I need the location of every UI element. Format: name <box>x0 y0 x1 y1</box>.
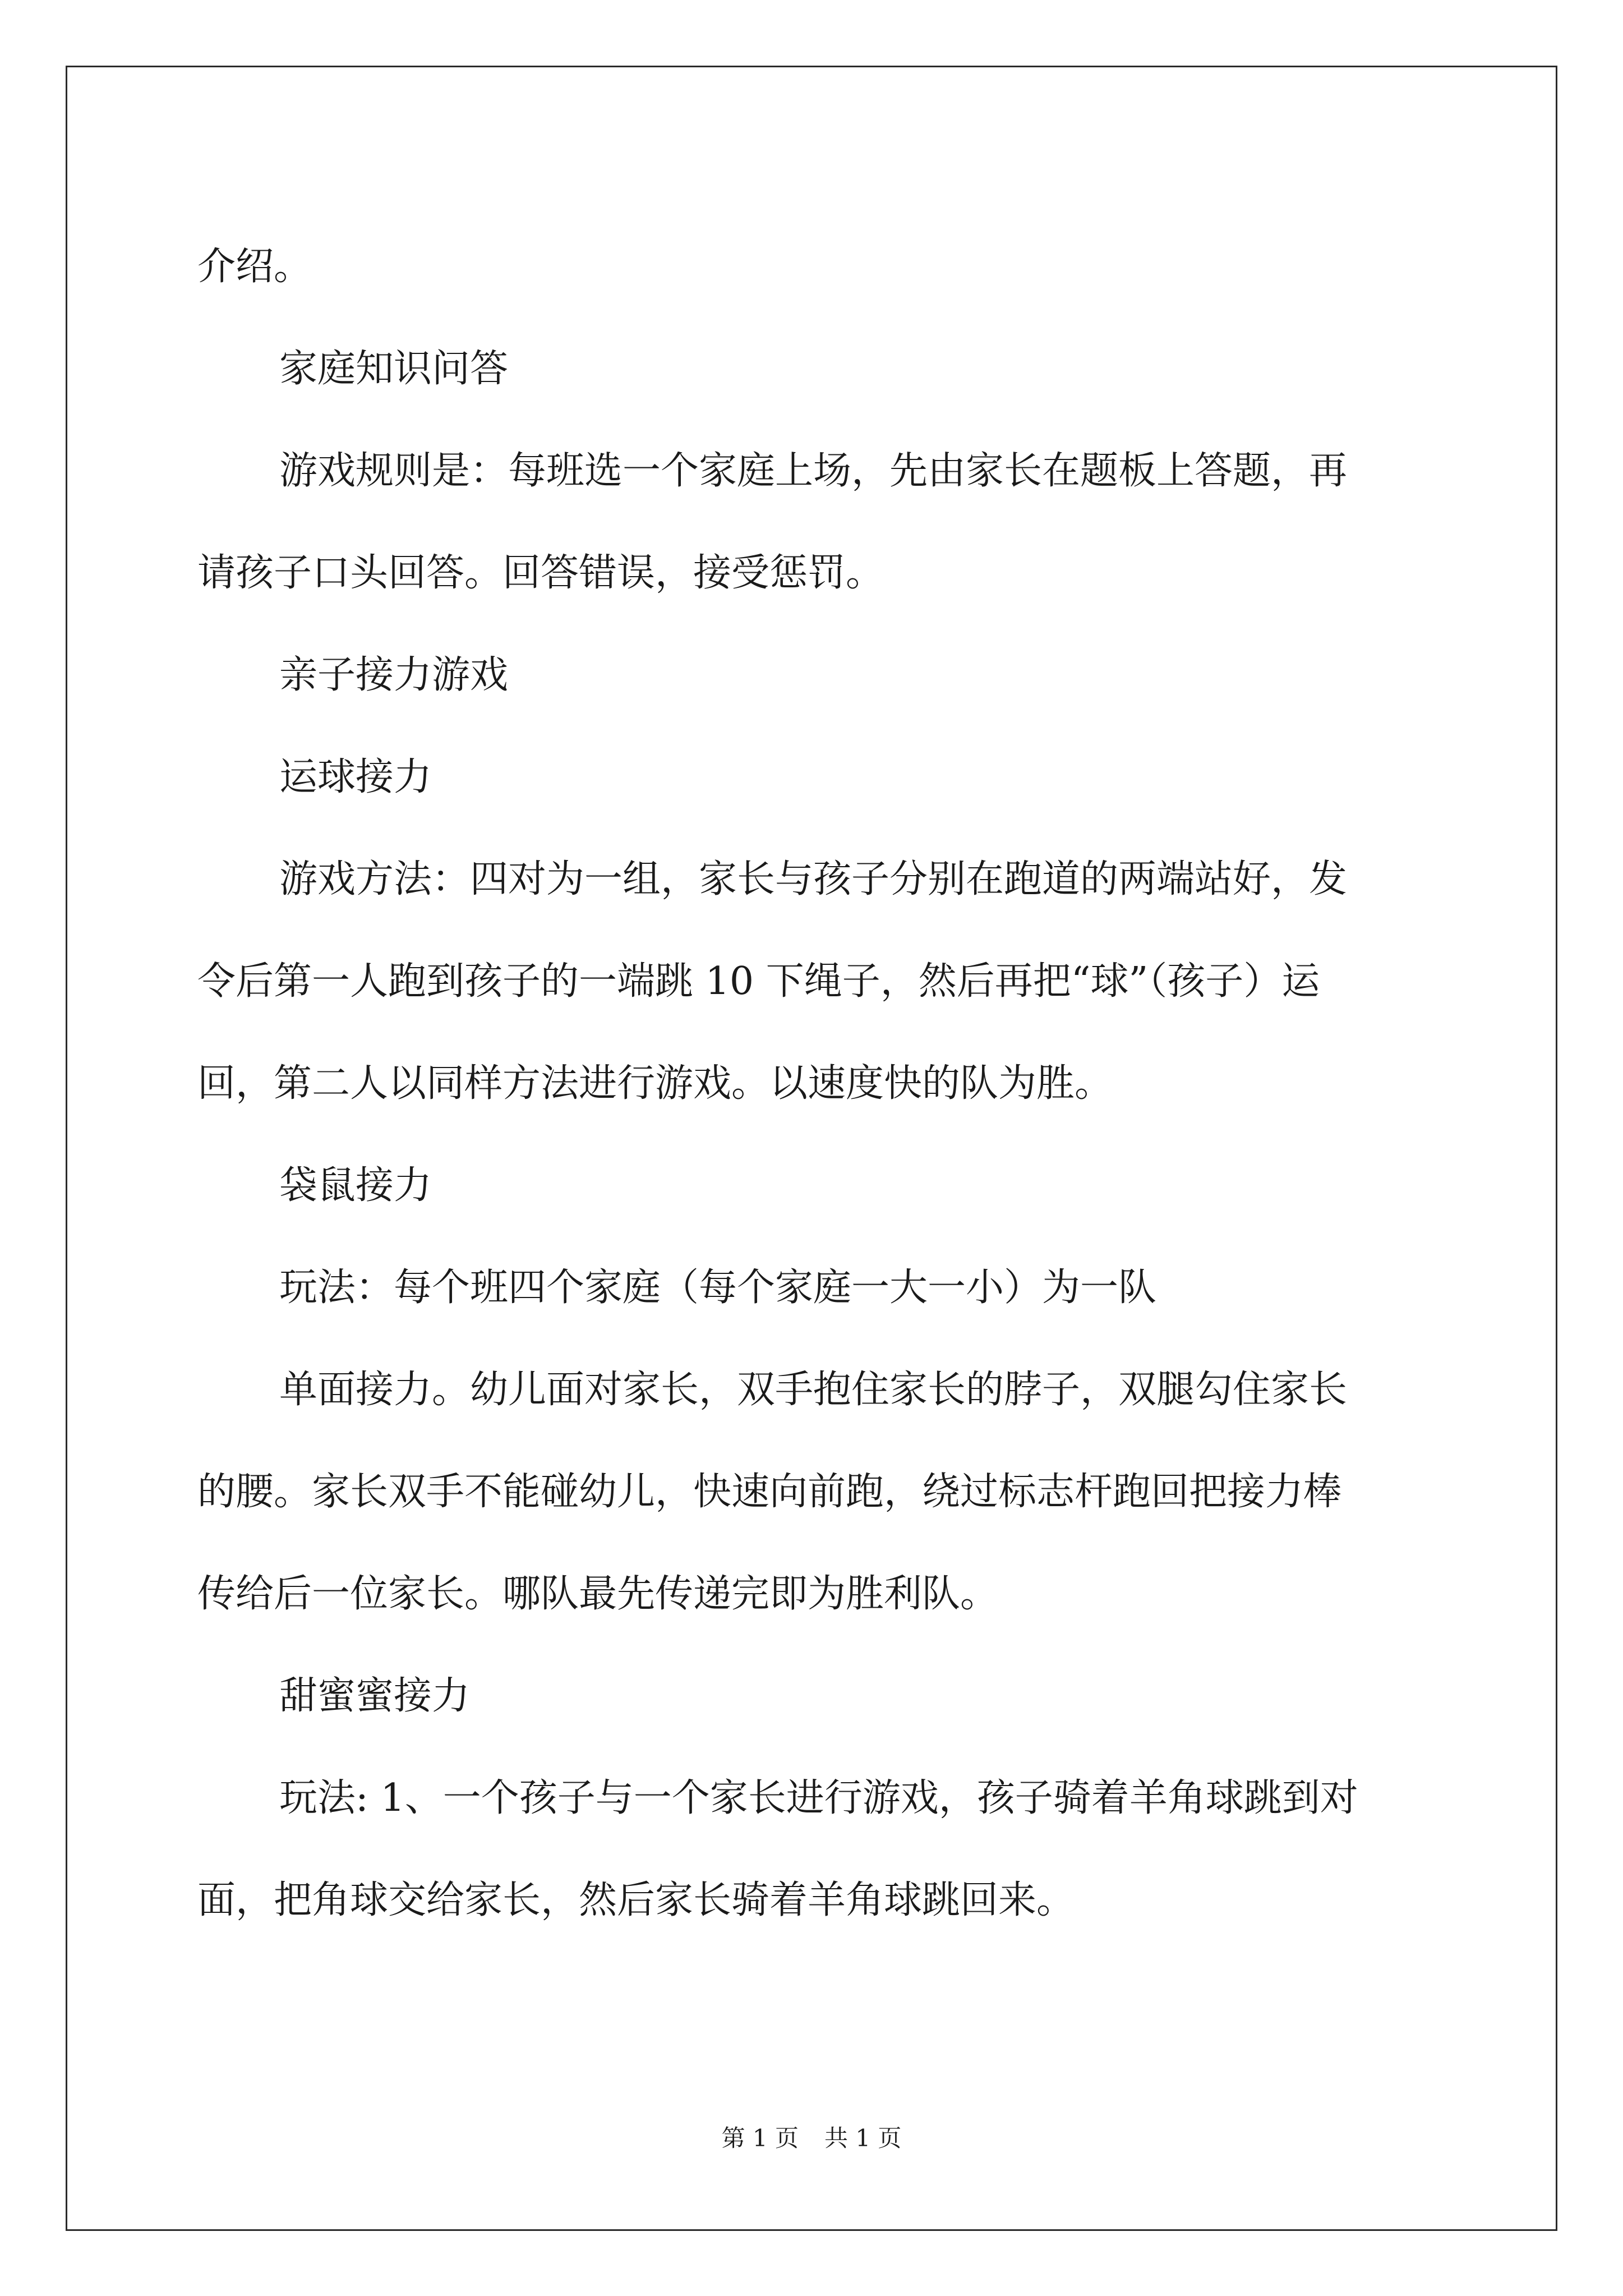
section-heading-family-quiz <box>197 318 1431 420</box>
paragraph <box>197 420 1431 624</box>
page-footer <box>0 2122 1623 2155</box>
text-line: 甜蜜蜜接力 <box>279 1674 471 1718</box>
paragraph <box>197 1339 1431 1645</box>
text-line: 单面接力。幼儿面对家长，双手抱住家长的脖子，双腿勾住家长 <box>279 1368 1348 1412</box>
text-line: 传给后一位家长。哪队最先传递完即为胜利队。 <box>197 1572 999 1616</box>
text-line: 游戏方法：四对为一组，家长与孩子分别在跑道的两端站好，发 <box>279 857 1348 901</box>
text-line: 玩法：每个班四个家庭（每个家庭一大一小）为一队 <box>279 1266 1157 1310</box>
paragraph <box>197 1747 1431 1952</box>
page-total: 共 1 页 <box>824 2124 902 2152</box>
text-line: 玩法: 1、一个孩子与一个家长进行游戏，孩子骑着羊角球跳到对 <box>279 1776 1358 1820</box>
paragraph <box>197 829 1431 1135</box>
text-line: 回，第二人以同样方法进行游戏。以速度快的队为胜。 <box>197 1061 1113 1106</box>
text-line: 的腰。家长双手不能碰幼儿，快速向前跑，绕过标志杆跑回把接力棒 <box>197 1470 1342 1514</box>
text-line: 请孩子口头回答。回答错误，接受惩罚。 <box>197 551 884 595</box>
text-line: 介绍。 <box>197 245 312 289</box>
text-line: 家庭知识问答 <box>279 347 509 391</box>
text-line: 面，把角球交给家长，然后家长骑着羊角球跳回来。 <box>197 1878 1075 1922</box>
text-line: 亲子接力游戏 <box>279 653 509 697</box>
text-line: 游戏规则是：每班选一个家庭上场，先由家长在题板上答题，再 <box>279 449 1348 493</box>
section-heading-sweet-relay <box>197 1645 1431 1747</box>
paragraph <box>197 1237 1431 1339</box>
section-heading-ball-relay <box>197 726 1431 829</box>
paragraph <box>197 216 1431 318</box>
section-heading-kangaroo-relay <box>197 1135 1431 1237</box>
text-line: 运球接力 <box>279 755 432 799</box>
section-heading-relay-games <box>197 624 1431 726</box>
page-number: 第 1 页 <box>721 2124 799 2152</box>
text-line: 令后第一人跑到孩子的一端跳 10 下绳子，然后再把“球”（孩子）运 <box>197 959 1320 1004</box>
text-line: 袋鼠接力 <box>279 1163 432 1208</box>
document-body <box>197 216 1431 1952</box>
